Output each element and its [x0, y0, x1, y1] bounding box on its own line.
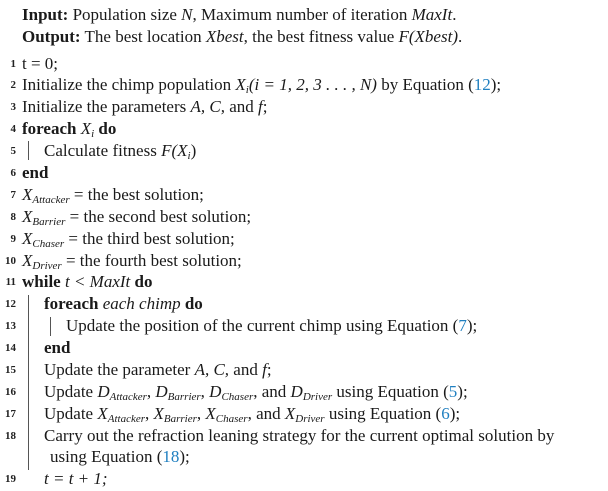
line-number: 4 [10, 123, 16, 135]
line-number: 13 [5, 320, 16, 332]
line-number: 7 [10, 189, 16, 201]
line-number: 6 [10, 167, 16, 179]
line-number: 2 [10, 79, 16, 91]
line-number: 17 [5, 408, 16, 420]
output-label: Output: [22, 27, 81, 46]
line-number: 10 [5, 255, 16, 267]
line-number: 15 [5, 364, 16, 376]
line-number: 5 [10, 145, 16, 157]
line-number: 12 [5, 298, 16, 310]
equation-reference-link[interactable]: 5 [448, 382, 458, 401]
equation-reference-link[interactable]: 7 [458, 316, 467, 335]
equation-reference-link[interactable]: 12 [473, 75, 491, 94]
line-number: 18 [5, 430, 16, 442]
line-number: 19 [5, 473, 16, 485]
input-label: Input: [22, 5, 69, 24]
equation-reference-link[interactable]: 18 [162, 447, 180, 466]
block-indent-bar [28, 141, 29, 160]
line-number: 8 [10, 211, 16, 223]
line-number: 14 [5, 342, 16, 354]
line-number: 1 [10, 58, 16, 70]
line-number: 16 [5, 386, 16, 398]
block-indent-bar [50, 317, 51, 336]
line-number: 11 [5, 276, 16, 288]
line-number: 9 [10, 233, 16, 245]
equation-reference-link[interactable]: 6 [441, 404, 450, 423]
algorithm-output: Output: The best location Xbest, the best fitness value F(Xbest). [22, 27, 463, 46]
algorithm-input: Input: Population size N, Maximum number of iteration MaxIt. [22, 5, 457, 24]
line-number: 3 [10, 101, 16, 113]
block-indent-bar [28, 295, 29, 470]
